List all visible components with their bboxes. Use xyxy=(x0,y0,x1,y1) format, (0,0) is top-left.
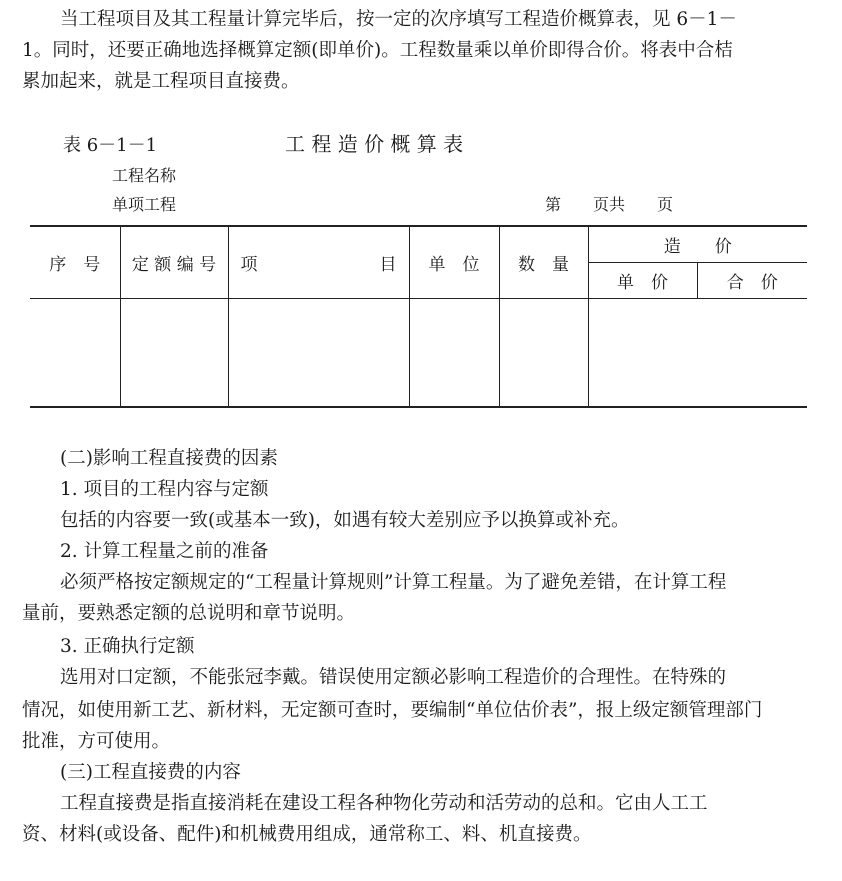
header-quota-no: 定 额 编 号 xyxy=(120,226,228,299)
item-3-text-1: 选用对口定额，不能张冠李戴。错误使用定额必影响工程造价的合理性。在特殊的 xyxy=(60,667,727,688)
section-2-title: (二)影响工程直接费的因素 xyxy=(60,448,278,469)
header-unit-price: 单 价 xyxy=(588,263,697,299)
sub-project-label: 单项工程 xyxy=(112,195,177,214)
header-unit: 单 位 xyxy=(409,226,499,299)
cell-quantity xyxy=(499,299,588,408)
header-seq: 序 号 xyxy=(30,226,120,299)
item-2-text-2: 量前，要熟悉定额的总说明和章节说明。 xyxy=(22,603,356,624)
intro-line-2: 1。同时，还要正确地选择概算定额(即单价)。工程数量乘以单价即得合价。将表中合桔 xyxy=(22,40,733,61)
header-quantity: 数 量 xyxy=(499,226,588,299)
item-3-text-3: 批准，方可使用。 xyxy=(22,731,171,752)
section-3-title: (三)工程直接费的内容 xyxy=(60,762,241,783)
table-title: 工 程 造 价 概 算 表 xyxy=(285,132,464,156)
cell-item xyxy=(228,299,409,408)
item-2-title: 2. 计算工程量之前的准备 xyxy=(60,541,269,562)
section-3-text-2: 资、材料(或设备、配件)和机械费用组成，通常称工、料、机直接费。 xyxy=(22,824,592,845)
project-name-label: 工程名称 xyxy=(112,166,177,185)
table-number: 表 6－1－1 xyxy=(63,135,158,156)
cell-unit xyxy=(409,299,499,408)
page-label: 第 页共 页 xyxy=(545,195,674,214)
header-item-right: 目 xyxy=(379,255,397,275)
cell-seq xyxy=(30,299,120,408)
header-item-left: 项 xyxy=(240,255,258,275)
item-3-title: 3. 正确执行定额 xyxy=(60,636,195,657)
item-1-title: 1. 项目的工程内容与定额 xyxy=(60,479,269,500)
header-total-price: 合 价 xyxy=(697,263,807,299)
item-1-text: 包括的内容要一致(或基本一致)，如遇有较大差别应予以换算或补充。 xyxy=(60,510,630,531)
header-cost: 造 价 xyxy=(588,226,807,263)
intro-line-1: 当工程项目及其工程量计算完毕后，按一定的次序填写工程造价概算表，见 6－1－ xyxy=(60,9,737,30)
cell-quota-no xyxy=(120,299,228,408)
header-item xyxy=(228,226,409,299)
intro-line-3: 累加起来，就是工程项目直接费。 xyxy=(22,71,300,92)
cost-estimate-table xyxy=(30,225,807,408)
cell-cost xyxy=(588,299,807,408)
item-2-text-1: 必须严格按定额规定的“工程量计算规则”计算工程量。为了避免差错，在计算工程 xyxy=(60,572,727,593)
section-3-text-1: 工程直接费是指直接消耗在建设工程各种物化劳动和活劳动的总和。它由人工工 xyxy=(60,793,708,814)
item-3-text-2: 情况，如使用新工艺、新材料，无定额可查时，要编制“单位估价表”，报上级定额管理部门 xyxy=(22,700,763,721)
